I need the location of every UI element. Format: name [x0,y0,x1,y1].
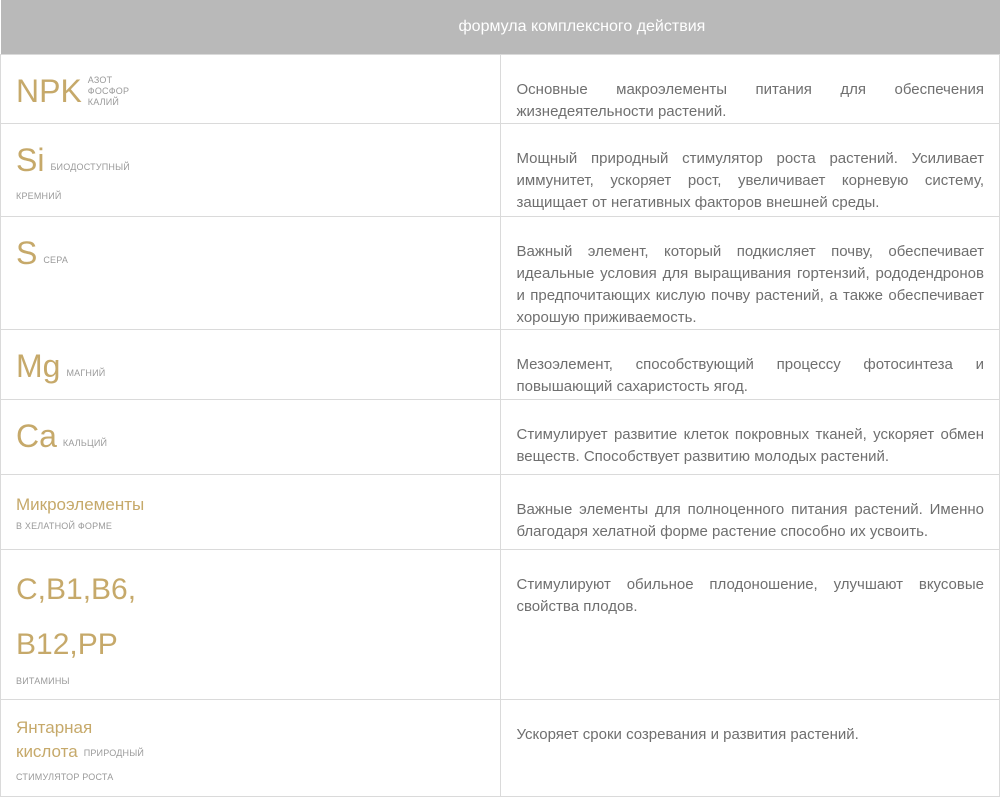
table-row [1,550,1000,700]
element-symbol: Микроэлементы [16,495,145,514]
element-subtitle: МАГНИЙ [66,367,106,378]
table-row [1,700,1000,797]
element-symbol: NPK [16,73,82,109]
table-row [1,400,1000,475]
element-symbol: кислота [16,742,78,761]
element-subtitle: КАЛИЙ [87,96,120,107]
element-description: Важные элементы для полноценного питания растений. Именно благодаря хелатной форме растение способно их усвоить. [500,475,1000,550]
element-description: Основные макроэлементы питания для обеспечения жизнедеятельности растений. [500,55,1000,124]
element-subtitle: ВИТАМИНЫ [16,676,70,686]
element-cell [1,330,501,400]
element-symbol: B12,PP [16,628,118,661]
element-description: Стимулирует развитие клеток покровных тканей, ускоряет обмен веществ. Способствует развитию молодых растений. [500,400,1000,475]
element-subtitle: АЗОТ [87,74,113,85]
element-subtitle: ПРИРОДНЫЙ [83,747,145,758]
element-cell [1,55,501,124]
element-symbol: C,B1,B6, [16,573,137,606]
table-header-row [1,0,1000,55]
element-description: Важный элемент, который подкисляет почву, обеспечивает идеальные условия для выращивания гортензий, рододендронов и предпочитающих кислую почву растений, а также обеспечивает хорошую приживаемость. [500,217,1000,330]
element-cell [1,700,501,797]
table-title: формула комплексного действия [458,18,706,35]
element-symbol: Янтарная [16,718,93,737]
element-subtitle: КАЛЬЦИЙ [62,437,108,448]
table-row [1,124,1000,217]
element-subtitle: СЕРА [43,254,69,265]
element-description: Ускоряет сроки созревания и развития растений. [500,700,1000,797]
element-cell [1,217,501,330]
element-description: Стимулируют обильное плодоношение, улучшают вкусовые свойства плодов. [500,550,1000,700]
table-header [1,0,1000,55]
element-cell [1,400,501,475]
element-subtitle: КРЕМНИЙ [16,191,62,201]
element-symbol: Si [16,142,45,178]
element-subtitle: СТИМУЛЯТОР РОСТА [16,772,114,782]
element-symbol: Mg [16,348,61,384]
element-cell [1,550,501,700]
table-row [1,217,1000,330]
element-subtitle: БИОДОСТУПНЫЙ [50,161,130,172]
element-cell [1,475,501,550]
table-row [1,330,1000,400]
element-subtitle: В ХЕЛАТНОЙ ФОРМЕ [16,521,113,531]
element-symbol: S [16,235,38,271]
element-description: Мощный природный стимулятор роста растений. Усиливает иммунитет, ускоряет рост, увеличивает корневую систему, защищает от негативных факторов внешней среды. [500,124,1000,217]
element-symbol: Ca [16,418,57,454]
table-row [1,475,1000,550]
element-description: Мезоэлемент, способствующий процессу фотосинтеза и повышающий сахаристость ягод. [500,330,1000,400]
element-cell [1,124,501,217]
table-row [1,55,1000,124]
element-subtitle: ФОСФОР [87,85,130,96]
